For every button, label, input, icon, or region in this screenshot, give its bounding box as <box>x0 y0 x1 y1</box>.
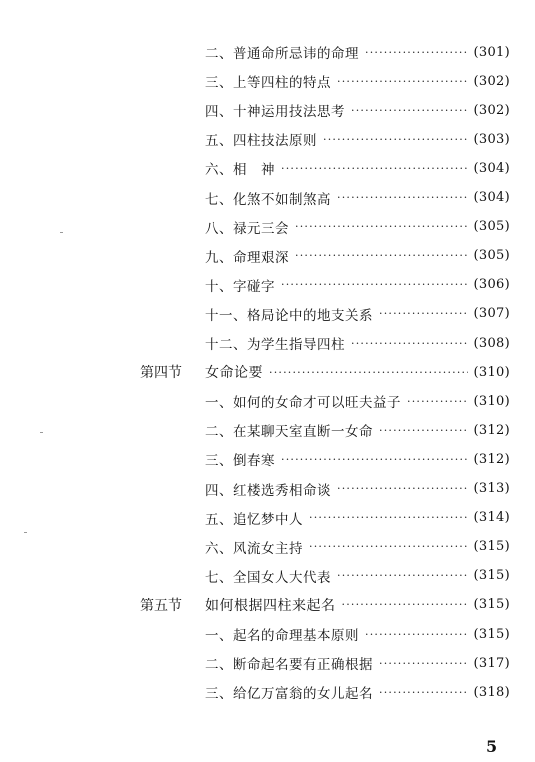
entry-title: 二、断命起名要有正确根据 <box>205 657 373 674</box>
leader-dots <box>379 686 468 699</box>
leader-dots <box>351 337 468 350</box>
entry-page-ref: (307) <box>473 306 510 322</box>
leader-dots <box>351 104 468 117</box>
entry-page-ref: (304) <box>473 190 510 205</box>
entry-title: 三、上等四柱的特点 <box>205 75 331 92</box>
toc-entry-row <box>205 331 510 355</box>
toc-entry-row <box>205 127 510 151</box>
leader-dots <box>379 424 468 437</box>
entry-page-ref: (317) <box>473 655 510 671</box>
entry-page-ref: (305) <box>473 248 510 264</box>
toc-section-row <box>140 360 510 384</box>
entry-title: 四、十神运用技法思考 <box>205 104 345 121</box>
leader-dots <box>281 453 468 466</box>
scan-speck <box>60 232 63 233</box>
entry-title: 七、化煞不如制煞高 <box>205 191 331 208</box>
entry-title: 十一、格局论中的地支关系 <box>205 307 373 324</box>
toc-entry-row <box>205 215 510 239</box>
toc-entry-row <box>205 273 510 297</box>
entry-page-ref: (312) <box>473 451 510 467</box>
leader-dots <box>281 162 468 175</box>
toc-entry-row <box>205 535 510 559</box>
entry-page-ref: (310) <box>473 393 510 409</box>
entry-page-ref: (312) <box>473 422 510 438</box>
leader-dots <box>309 540 468 553</box>
leader-dots <box>269 366 468 379</box>
section-label: 第四节 <box>140 365 182 382</box>
entry-title: 五、追忆梦中人 <box>205 511 303 528</box>
toc-entry-row <box>205 477 510 501</box>
entry-title: 六、相 神 <box>205 162 275 179</box>
toc-entry-row <box>205 40 510 64</box>
entry-page-ref: (315) <box>473 568 510 584</box>
entry-page-ref: (315) <box>473 539 510 555</box>
toc-entry-row <box>205 564 510 588</box>
entry-title: 一、起名的命理基本原则 <box>205 628 359 644</box>
toc-section-row <box>140 593 510 617</box>
leader-dots <box>295 220 468 233</box>
entry-title: 三、给亿万富翁的女儿起名 <box>205 686 373 703</box>
leader-dots <box>379 657 468 670</box>
leader-dots <box>407 395 468 408</box>
toc-entry-row <box>205 186 510 210</box>
entry-title: 八、禄元三会 <box>205 220 289 237</box>
toc-entry-row <box>205 302 510 326</box>
leader-dots <box>365 628 468 641</box>
toc-entry-row <box>205 622 510 646</box>
entry-title: 五、四柱技法原则 <box>205 133 317 150</box>
leader-dots <box>295 249 468 262</box>
entry-title: 二、在某聊天室直断一女命 <box>205 424 373 441</box>
toc-entry-row <box>205 418 510 442</box>
toc-entry-row <box>205 651 510 675</box>
entry-page-ref: (303) <box>473 131 510 147</box>
entry-title: 十、字碰字 <box>205 278 275 295</box>
entry-title: 七、全国女人大代表 <box>205 569 331 586</box>
section-label: 第五节 <box>140 597 182 614</box>
toc-entry-row <box>205 506 510 530</box>
toc-entry-row <box>205 447 510 471</box>
leader-dots <box>337 191 468 204</box>
toc-entry-row <box>205 156 510 180</box>
leader-dots <box>342 598 468 611</box>
entry-page-ref: (314) <box>473 510 510 526</box>
entry-title: 二、普通命所忌讳的命理 <box>205 46 359 62</box>
toc-entry-row <box>205 98 510 122</box>
entry-title: 六、风流女主持 <box>205 540 303 557</box>
section-title: 如何根据四柱来起名 <box>205 597 336 614</box>
leader-dots <box>365 46 468 59</box>
section-title: 女命论要 <box>205 365 263 382</box>
page-number: 5 <box>486 737 498 756</box>
leader-dots <box>337 75 468 88</box>
entry-page-ref: (302) <box>473 102 510 118</box>
entry-page-ref: (310) <box>473 364 510 380</box>
entry-page-ref: (302) <box>473 73 510 89</box>
leader-dots <box>379 307 468 320</box>
leader-dots <box>337 482 468 495</box>
entry-title: 三、倒春寒 <box>205 453 275 470</box>
entry-page-ref: (301) <box>473 44 510 60</box>
entry-page-ref: (318) <box>473 684 510 700</box>
entry-page-ref: (304) <box>473 160 510 176</box>
toc-entry-row <box>205 244 510 268</box>
toc-entry-row <box>205 389 510 413</box>
entry-title: 四、红楼选秀相命谈 <box>205 482 331 499</box>
leader-dots <box>281 278 468 291</box>
entry-page-ref: (306) <box>473 277 510 293</box>
scan-speck <box>40 432 43 433</box>
leader-dots <box>309 511 468 524</box>
scan-speck <box>24 532 27 533</box>
entry-title: 一、如何的女命才可以旺夫益子 <box>205 395 401 412</box>
leader-dots <box>337 569 468 582</box>
toc-entry-row <box>205 680 510 704</box>
entry-page-ref: (315) <box>473 626 510 642</box>
entry-title: 十二、为学生指导四柱 <box>205 337 345 353</box>
entry-page-ref: (315) <box>473 597 510 613</box>
leader-dots <box>323 133 468 146</box>
entry-page-ref: (313) <box>473 481 510 496</box>
toc-entry-row <box>205 69 510 93</box>
entry-page-ref: (308) <box>473 335 510 351</box>
entry-title: 九、命理艰深 <box>205 249 289 266</box>
entry-page-ref: (305) <box>473 219 510 235</box>
